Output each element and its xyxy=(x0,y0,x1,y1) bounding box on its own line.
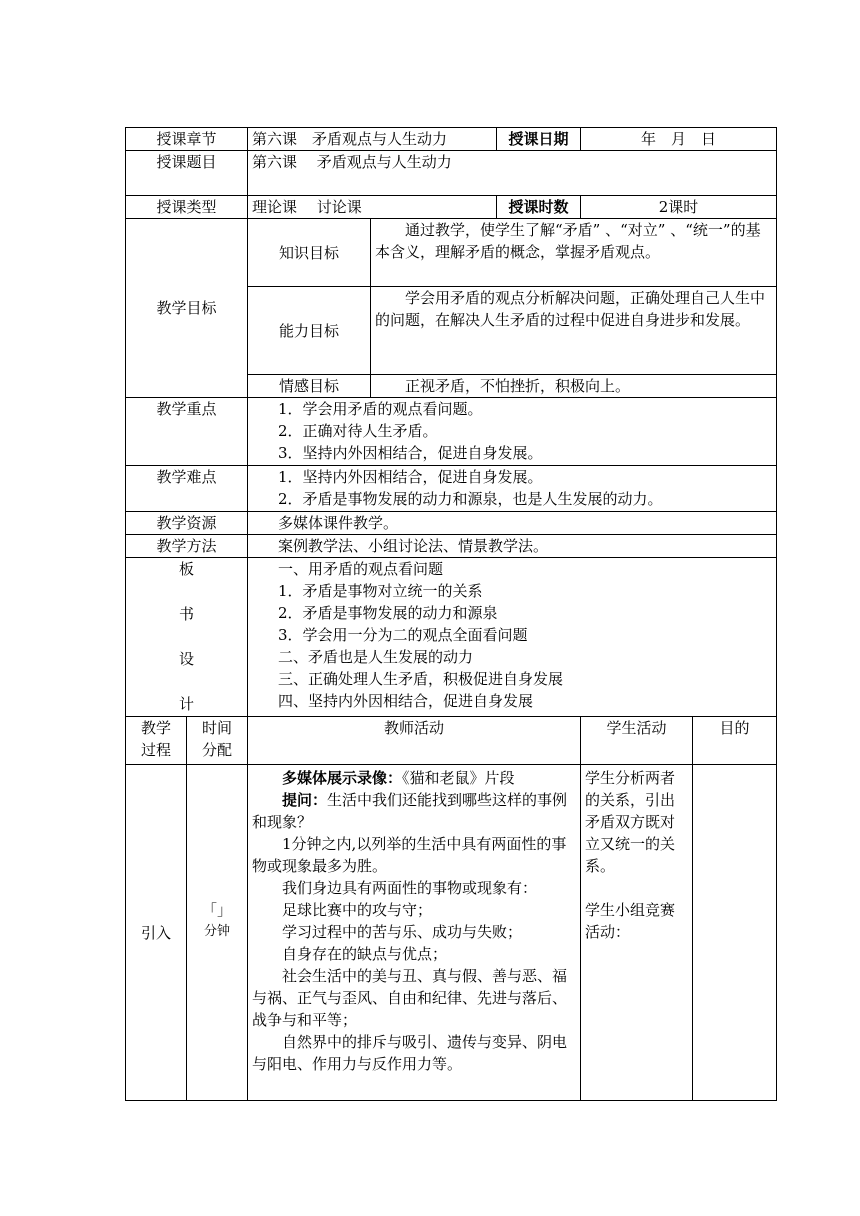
intro-paragraph: 社会生活中的美与丑、真与假、善与恶、福与祸、正气与歪风、自由和纪律、先进与落后、战争与和平等； xyxy=(252,967,568,1029)
goal-knowledge-row xyxy=(126,219,777,287)
board-label-char: 书 xyxy=(179,605,195,623)
student-activity-text: 学生分析两者的关系，引出矛盾双方既对立又统一的关系。 xyxy=(585,769,676,875)
intro-paragraph: 学习过程中的苦与乐、成功与失败； xyxy=(282,923,523,941)
intro-purpose xyxy=(693,765,777,1101)
type-label: 授课类型 xyxy=(126,196,248,219)
methods-row xyxy=(126,535,777,558)
lesson-plan-table xyxy=(125,127,777,1101)
type-row xyxy=(126,196,777,219)
resources-label: 教学资源 xyxy=(126,512,248,535)
chapter-value: 第六课 矛盾观点与人生动力 xyxy=(248,128,497,151)
student-activity-text: 学生小组竞赛活动： xyxy=(585,901,676,941)
difficulties-row xyxy=(126,466,777,512)
difficulty-item: 1．坚持内外因相结合，促进自身发展。 xyxy=(278,468,543,486)
key-points-label: 教学重点 xyxy=(126,398,248,466)
question-label: 提问： xyxy=(282,791,328,809)
teacher-column-header: 教师活动 xyxy=(248,717,581,765)
board-line: 2．矛盾是事物发展的动力和源泉 xyxy=(278,604,498,622)
student-column-header: 学生活动 xyxy=(581,717,693,765)
purpose-column-header: 目的 xyxy=(693,717,777,765)
media-label: 多媒体展示录像： xyxy=(282,769,403,787)
date-value: 年 月 日 xyxy=(581,128,777,151)
time-column-header: 时间分配 xyxy=(187,717,248,765)
intro-teacher-activity xyxy=(248,765,581,1101)
topic-value: 第六课 矛盾观点与人生动力 xyxy=(248,151,777,196)
goals-label: 教学目标 xyxy=(126,219,248,398)
board-label-char: 板 xyxy=(179,560,195,578)
chapter-label: 授课章节 xyxy=(126,128,248,151)
ability-goal-label: 能力目标 xyxy=(248,287,371,375)
process-column-header: 教学过程 xyxy=(126,717,187,765)
intro-paragraph: 足球比赛中的攻与守； xyxy=(282,901,433,919)
knowledge-goal-label: 知识目标 xyxy=(248,219,371,287)
emotion-goal-text: 正视矛盾，不怕挫折，积极向上。 xyxy=(371,375,777,398)
intro-stage-label: 引入 xyxy=(126,765,187,1101)
topic-row xyxy=(126,151,777,196)
difficulties-list xyxy=(248,466,777,512)
board-label-char: 计 xyxy=(179,695,195,713)
board-line: 1．矛盾是事物对立统一的关系 xyxy=(278,582,483,600)
board-line: 二、矛盾也是人生发展的动力 xyxy=(278,648,474,666)
board-line: 一、用矛盾的观点看问题 xyxy=(278,560,444,578)
process-header-row xyxy=(126,717,777,765)
intro-paragraph: 自然界中的排斥与吸引、遗传与变异、阴电与阳电、作用力与反作用力等。 xyxy=(252,1033,568,1073)
knowledge-goal-text: 通过教学，使学生了解“矛盾” 、“对立” 、“统一”的基本含义，理解矛盾的概念，掌握矛盾观点。 xyxy=(371,219,777,287)
date-label: 授课日期 xyxy=(497,128,581,151)
difficulties-label: 教学难点 xyxy=(126,466,248,512)
emotion-goal-label: 情感目标 xyxy=(248,375,371,398)
board-design-content xyxy=(248,558,777,717)
intro-paragraph: 1分钟之内,以列举的生活中具有两面性的事物或现象最多为胜。 xyxy=(252,835,567,875)
time-unit: 分钟 xyxy=(204,923,231,939)
board-line: 三、正确处理人生矛盾，积极促进自身发展 xyxy=(278,670,564,688)
methods-value: 案例教学法、小组讨论法、情景教学法。 xyxy=(278,537,549,555)
time-bracket: 「」 xyxy=(202,900,233,919)
question-text: 生活中我们还能找到哪些这样的事例和现象？ xyxy=(252,791,568,831)
key-points-list xyxy=(248,398,777,466)
board-line: 3．学会用一分为二的观点全面看问题 xyxy=(278,626,528,644)
resources-row xyxy=(126,512,777,535)
intro-row xyxy=(126,765,777,1101)
board-line: 四、坚持内外因相结合，促进自身发展 xyxy=(278,692,534,710)
intro-student-activity xyxy=(581,765,693,1101)
type-value: 理论课 讨论课 xyxy=(248,196,497,219)
board-label-char: 设 xyxy=(179,650,195,668)
key-point-item: 1．学会用矛盾的观点看问题。 xyxy=(278,400,483,418)
intro-paragraph: 自身存在的缺点与优点； xyxy=(282,945,448,963)
hours-value: 2课时 xyxy=(581,196,777,219)
board-design-label xyxy=(126,558,248,717)
resources-value: 多媒体课件教学。 xyxy=(278,514,399,532)
key-point-item: 2．正确对待人生矛盾。 xyxy=(278,422,438,440)
intro-paragraph: 我们身边具有两面性的事物或现象有： xyxy=(282,879,538,897)
media-text: 《猫和老鼠》片段 xyxy=(402,769,515,787)
board-design-row xyxy=(126,558,777,717)
ability-goal-text: 学会用矛盾的观点分析解决问题，正确处理自己人生中的问题，在解决人生矛盾的过程中促进自身进步和发展。 xyxy=(371,287,777,375)
topic-label: 授课题目 xyxy=(126,151,248,196)
chapter-row xyxy=(126,128,777,151)
hours-label: 授课时数 xyxy=(497,196,581,219)
key-point-item: 3．坚持内外因相结合，促进自身发展。 xyxy=(278,444,543,462)
key-points-row xyxy=(126,398,777,466)
intro-time-cell xyxy=(187,765,248,1101)
methods-label: 教学方法 xyxy=(126,535,248,558)
difficulty-item: 2．矛盾是事物发展的动力和源泉，也是人生发展的动力。 xyxy=(278,490,663,508)
